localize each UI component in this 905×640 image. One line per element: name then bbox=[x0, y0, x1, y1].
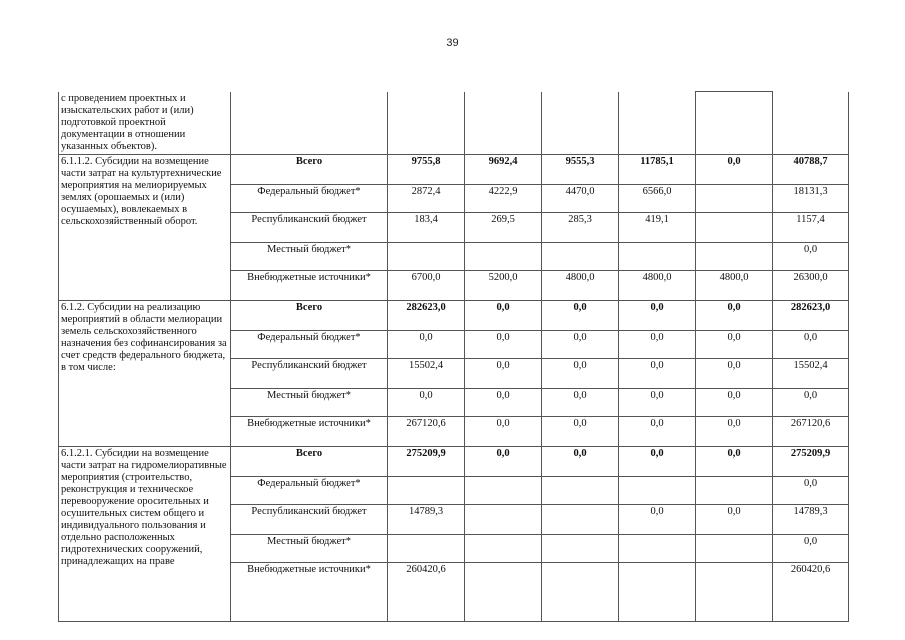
funding-source: Федеральный бюджет* bbox=[231, 330, 388, 358]
funding-source: Местный бюджет* bbox=[231, 242, 388, 270]
year-value bbox=[465, 534, 542, 562]
total-value: 260420,6 bbox=[773, 562, 849, 621]
year-value bbox=[465, 504, 542, 534]
funding-source: Всего bbox=[231, 300, 388, 330]
year-value: 14789,3 bbox=[388, 504, 465, 534]
funding-source: Федеральный бюджет* bbox=[231, 476, 388, 504]
year-value: 0,0 bbox=[696, 446, 773, 476]
year-value bbox=[619, 562, 696, 621]
total-value: 267120,6 bbox=[773, 416, 849, 446]
year-value bbox=[542, 476, 619, 504]
year-value: 0,0 bbox=[619, 300, 696, 330]
year-value bbox=[465, 562, 542, 621]
year-value: 0,0 bbox=[696, 358, 773, 388]
year-value: 0,0 bbox=[696, 300, 773, 330]
funding-source: Внебюджетные источники* bbox=[231, 416, 388, 446]
year-value bbox=[388, 534, 465, 562]
total-value: 0,0 bbox=[773, 330, 849, 358]
year-value: 0,0 bbox=[696, 416, 773, 446]
year-value: 0,0 bbox=[542, 358, 619, 388]
year-value: 0,0 bbox=[465, 446, 542, 476]
funding-source: Всего bbox=[231, 446, 388, 476]
continuation-source-cell bbox=[231, 92, 388, 155]
year-value bbox=[388, 476, 465, 504]
year-value: 15502,4 bbox=[388, 358, 465, 388]
continuation-row bbox=[59, 92, 849, 155]
year-value: 4222,9 bbox=[465, 184, 542, 212]
year-value: 0,0 bbox=[542, 446, 619, 476]
year-value: 419,1 bbox=[619, 212, 696, 242]
year-value: 5200,0 bbox=[465, 270, 542, 300]
year-value: 4800,0 bbox=[619, 270, 696, 300]
continuation-value-cell bbox=[388, 92, 465, 155]
year-value bbox=[619, 534, 696, 562]
continuation-description: с проведением проектных и изыскательских работ и (или) подготовкой проектной документации в отношении указанных объектов). bbox=[59, 92, 231, 155]
year-value: 0,0 bbox=[542, 388, 619, 416]
year-value bbox=[465, 242, 542, 270]
year-value bbox=[388, 242, 465, 270]
year-value: 0,0 bbox=[619, 388, 696, 416]
year-value: 0,0 bbox=[465, 330, 542, 358]
year-value: 0,0 bbox=[619, 446, 696, 476]
funding-source: Республиканский бюджет bbox=[231, 504, 388, 534]
year-value: 4800,0 bbox=[542, 270, 619, 300]
item-description: 6.1.2.1. Субсидии на возмещение части затрат на гидромелиоративные мероприятия (строительство, реконструкция и техническое перевооружение оросительных и осушительных систем общего и индивидуального пользования и отдельно расположенных гидротехнических сооружений, принадлежащих на праве bbox=[59, 446, 231, 621]
year-value: 0,0 bbox=[696, 330, 773, 358]
year-value: 2872,4 bbox=[388, 184, 465, 212]
year-value: 275209,9 bbox=[388, 446, 465, 476]
table-row bbox=[59, 300, 849, 330]
year-value: 0,0 bbox=[696, 154, 773, 184]
year-value bbox=[542, 242, 619, 270]
total-value: 0,0 bbox=[773, 242, 849, 270]
year-value: 9692,4 bbox=[465, 154, 542, 184]
total-value: 275209,9 bbox=[773, 446, 849, 476]
year-value: 11785,1 bbox=[619, 154, 696, 184]
year-value: 0,0 bbox=[542, 416, 619, 446]
year-value bbox=[542, 534, 619, 562]
year-value bbox=[696, 184, 773, 212]
item-description: 6.1.1.2. Субсидии на возмещение части затрат на культуртехнические мероприятия на мелиорируемых землях (орошаемых и (или) осушаемых), вовлекаемых в сельскохозяйственный оборот. bbox=[59, 154, 231, 300]
total-value: 0,0 bbox=[773, 476, 849, 504]
year-value: 0,0 bbox=[696, 388, 773, 416]
year-value: 0,0 bbox=[465, 300, 542, 330]
year-value: 0,0 bbox=[388, 388, 465, 416]
funding-source: Всего bbox=[231, 154, 388, 184]
year-value: 0,0 bbox=[465, 416, 542, 446]
year-value: 285,3 bbox=[542, 212, 619, 242]
year-value: 0,0 bbox=[619, 416, 696, 446]
total-value: 1157,4 bbox=[773, 212, 849, 242]
year-value: 9755,8 bbox=[388, 154, 465, 184]
funding-source: Местный бюджет* bbox=[231, 388, 388, 416]
year-value: 4800,0 bbox=[696, 270, 773, 300]
year-value: 0,0 bbox=[619, 330, 696, 358]
budget-table bbox=[58, 91, 849, 622]
year-value: 0,0 bbox=[619, 358, 696, 388]
year-value bbox=[696, 212, 773, 242]
year-value: 0,0 bbox=[465, 388, 542, 416]
year-value bbox=[619, 476, 696, 504]
year-value bbox=[542, 504, 619, 534]
funding-source: Местный бюджет* bbox=[231, 534, 388, 562]
total-value: 14789,3 bbox=[773, 504, 849, 534]
continuation-value-cell bbox=[696, 92, 773, 155]
year-value bbox=[696, 242, 773, 270]
item-description: 6.1.2. Субсидии на реализацию мероприятий в области мелиорации земель сельскохозяйственного назначения без софинансирования за счет средств федерального бюджета, в том числе: bbox=[59, 300, 231, 446]
total-value: 282623,0 bbox=[773, 300, 849, 330]
year-value: 282623,0 bbox=[388, 300, 465, 330]
year-value: 267120,6 bbox=[388, 416, 465, 446]
continuation-value-cell bbox=[619, 92, 696, 155]
year-value: 260420,6 bbox=[388, 562, 465, 621]
year-value: 4470,0 bbox=[542, 184, 619, 212]
year-value: 0,0 bbox=[465, 358, 542, 388]
funding-source: Внебюджетные источники* bbox=[231, 270, 388, 300]
total-value: 0,0 bbox=[773, 534, 849, 562]
year-value: 269,5 bbox=[465, 212, 542, 242]
year-value: 0,0 bbox=[619, 504, 696, 534]
year-value bbox=[696, 562, 773, 621]
year-value: 6700,0 bbox=[388, 270, 465, 300]
total-value: 0,0 bbox=[773, 388, 849, 416]
year-value: 0,0 bbox=[542, 330, 619, 358]
table-row bbox=[59, 154, 849, 184]
continuation-value-cell bbox=[773, 92, 849, 155]
total-value: 18131,3 bbox=[773, 184, 849, 212]
total-value: 40788,7 bbox=[773, 154, 849, 184]
year-value bbox=[619, 242, 696, 270]
year-value bbox=[696, 476, 773, 504]
table-row bbox=[59, 446, 849, 476]
year-value: 0,0 bbox=[696, 504, 773, 534]
page-number: 39 bbox=[446, 37, 459, 49]
continuation-value-cell bbox=[542, 92, 619, 155]
year-value: 6566,0 bbox=[619, 184, 696, 212]
year-value: 0,0 bbox=[388, 330, 465, 358]
funding-source: Республиканский бюджет bbox=[231, 212, 388, 242]
year-value: 0,0 bbox=[542, 300, 619, 330]
funding-source: Республиканский бюджет bbox=[231, 358, 388, 388]
continuation-value-cell bbox=[465, 92, 542, 155]
funding-source: Внебюджетные источники* bbox=[231, 562, 388, 621]
total-value: 26300,0 bbox=[773, 270, 849, 300]
total-value: 15502,4 bbox=[773, 358, 849, 388]
year-value bbox=[542, 562, 619, 621]
year-value: 183,4 bbox=[388, 212, 465, 242]
year-value bbox=[696, 534, 773, 562]
year-value: 9555,3 bbox=[542, 154, 619, 184]
year-value bbox=[465, 476, 542, 504]
funding-source: Федеральный бюджет* bbox=[231, 184, 388, 212]
